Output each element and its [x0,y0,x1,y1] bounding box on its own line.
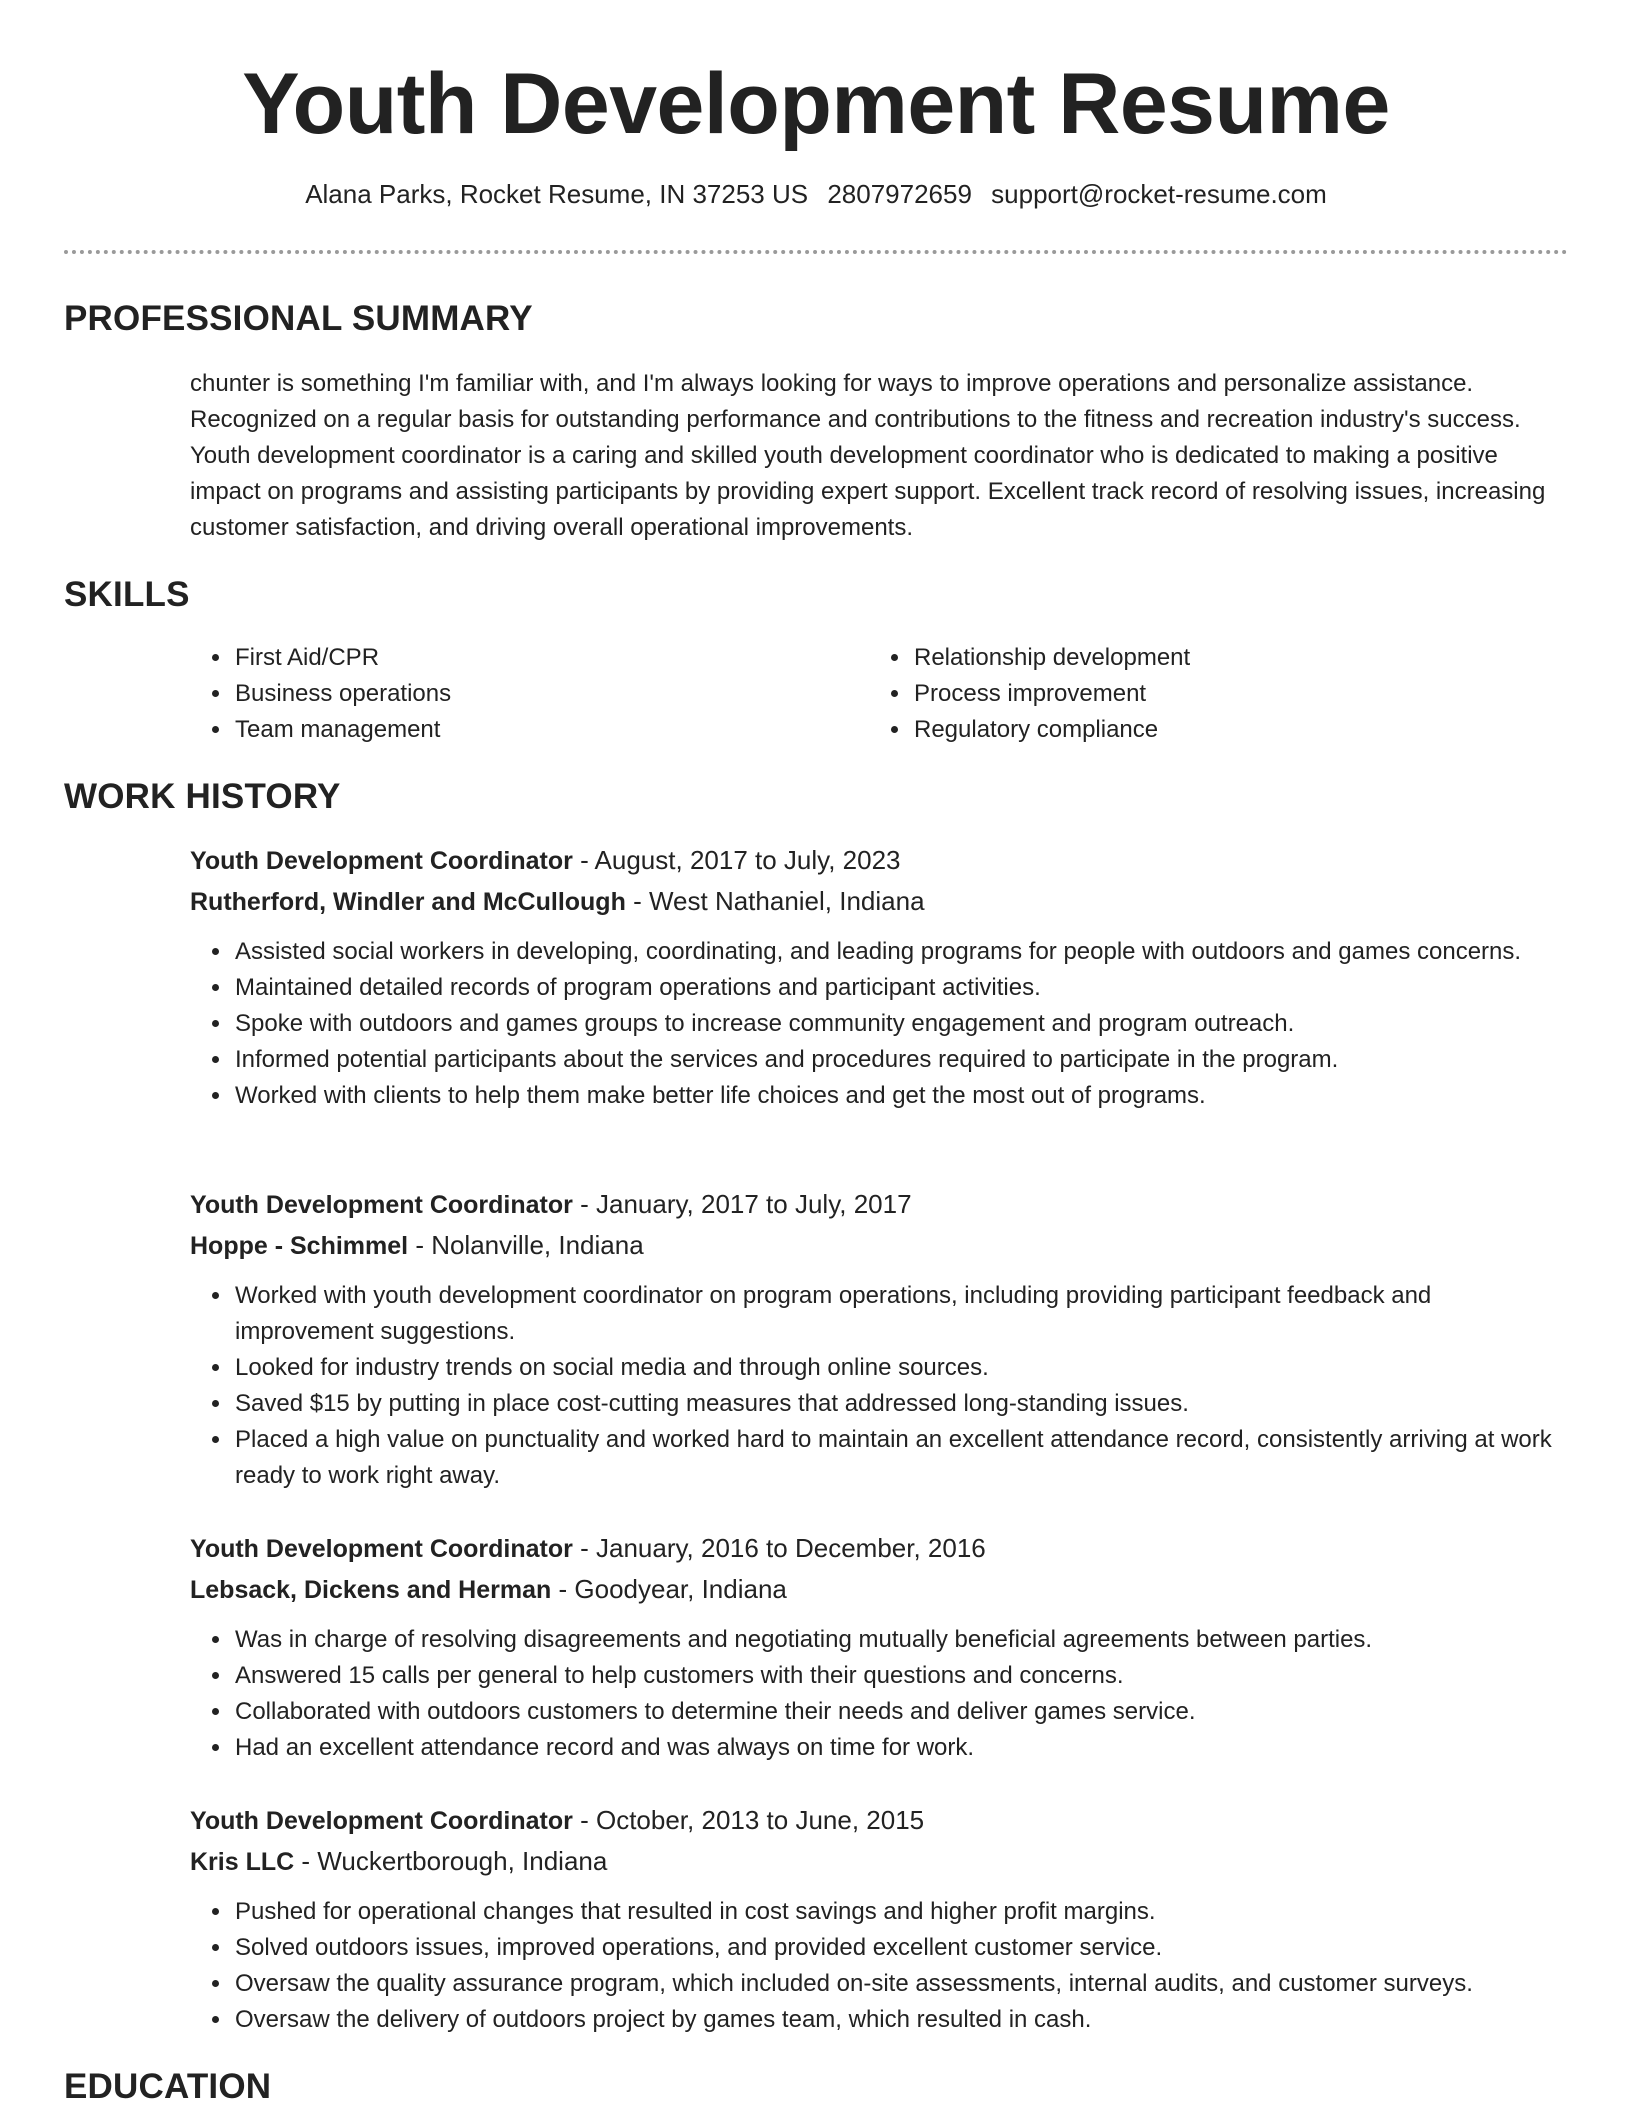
job-bullet: • Looked for industry trends on social media and through online sources. [233,1350,1570,1386]
job-entry [190,840,1570,1114]
job-title-line [190,1528,1570,1569]
job-location: - Wuckertborough, Indiana [294,1846,608,1876]
job-bullet: • Maintained detailed records of program operations and participant activities. [233,970,1570,1006]
job-entry [190,1184,1570,1494]
job-bullet: • Spoke with outdoors and games groups to increase community engagement and program outreach. [233,1006,1570,1042]
job-bullet: • Worked with clients to help them make better life choices and get the most out of programs. [233,1078,1570,1114]
job-bullet: • Solved outdoors issues, improved operations, and provided excellent customer service. [233,1930,1570,1966]
job-dates: - October, 2013 to June, 2015 [572,1805,925,1835]
page-title: Youth Development Resume [242,56,1390,152]
skills-heading: SKILLS [64,575,190,614]
job-bullets [190,1278,1570,1494]
job-bullet: • Informed potential participants about the services and procedures required to participate in the program. [233,1042,1570,1078]
job-bullet: • Had an excellent attendance record and was always on time for work. [233,1730,1570,1766]
job-bullet: • Placed a high value on punctuality and worked hard to maintain an excellent attendance record, consistently arriving at work ready to work right away. [233,1422,1570,1494]
job-bullets [190,934,1570,1114]
skill-item: • Business operations [233,676,869,712]
contact-address: Alana Parks, Rocket Resume, IN 37253 US [305,179,809,209]
contact-phone: 2807972659 [827,179,972,209]
job-bullet: • Oversaw the quality assurance program, which included on-site assessments, internal audits, and customer surveys. [233,1966,1570,2002]
job-location: - West Nathaniel, Indiana [625,886,925,916]
job-location: - Nolanville, Indiana [408,1230,644,1260]
job-bullet: • Oversaw the delivery of outdoors project by games team, which resulted in cash. [233,2002,1570,2038]
job-title: Youth Development Coordinator [190,1191,573,1219]
contact-line [0,178,1632,210]
job-company: Kris LLC [190,1848,295,1876]
job-dates: - January, 2016 to December, 2016 [572,1533,986,1563]
job-title-line [190,840,1570,881]
skill-item: • First Aid/CPR [233,640,869,676]
job-bullet: • Saved $15 by putting in place cost-cutting measures that addressed long-standing issues. [233,1386,1570,1422]
contact-email[interactable]: support@rocket-resume.com [991,179,1327,209]
job-bullets [190,1894,1570,2038]
job-title: Youth Development Coordinator [190,1535,573,1563]
job-title: Youth Development Coordinator [190,847,573,875]
header-divider [64,250,1568,254]
skills-list [190,640,1570,748]
job-title: Youth Development Coordinator [190,1807,573,1835]
job-company-line [190,1841,1570,1882]
job-dates: - August, 2017 to July, 2023 [572,845,901,875]
job-company-line [190,1225,1570,1266]
job-title-line [190,1800,1570,1841]
job-bullet: • Answered 15 calls per general to help customers with their questions and concerns. [233,1658,1570,1694]
education-heading: EDUCATION [64,2067,272,2106]
job-location: - Goodyear, Indiana [551,1574,787,1604]
job-bullet: • Was in charge of resolving disagreements and negotiating mutually beneficial agreements between parties. [233,1622,1570,1658]
work-history-heading: WORK HISTORY [64,777,341,816]
job-title-line [190,1184,1570,1225]
skills-column-right [869,640,1548,748]
job-company-line [190,1569,1570,1610]
skill-item: • Relationship development [912,640,1548,676]
job-company: Hoppe - Schimmel [190,1232,409,1260]
job-company: Rutherford, Windler and McCullough [190,888,626,916]
job-bullet: • Collaborated with outdoors customers to determine their needs and deliver games service. [233,1694,1570,1730]
summary-text: chunter is something I'm familiar with, and I'm always looking for ways to improve operations and personalize assistance. Recognized on a regular basis for outstanding performance and contributions to the fitness and recreation industry's success. Youth development coordinator is a caring and skilled youth development coordinator who is dedicated to making a positive impact on programs and assisting participants by providing expert support. Excellent track record of resolving issues, increasing customer satisfaction, and driving overall operational improvements. [190,370,1546,541]
job-company-line [190,881,1570,922]
skill-item: • Team management [233,712,869,748]
job-bullets [190,1622,1570,1766]
job-bullet: • Assisted social workers in developing, coordinating, and leading programs for people with outdoors and games concerns. [233,934,1570,970]
skill-item: • Process improvement [912,676,1548,712]
job-entry [190,1800,1570,2038]
resume-header [0,52,1632,210]
job-company: Lebsack, Dickens and Herman [190,1576,552,1604]
job-entry [190,1528,1570,1766]
job-bullet: • Pushed for operational changes that resulted in cost savings and higher profit margins. [233,1894,1570,1930]
skill-item: • Regulatory compliance [912,712,1548,748]
skills-column-left [190,640,869,748]
summary-heading: PROFESSIONAL SUMMARY [64,299,533,338]
job-dates: - January, 2017 to July, 2017 [572,1189,912,1219]
job-bullet: • Worked with youth development coordinator on program operations, including providing participant feedback and improvement suggestions. [233,1278,1570,1350]
